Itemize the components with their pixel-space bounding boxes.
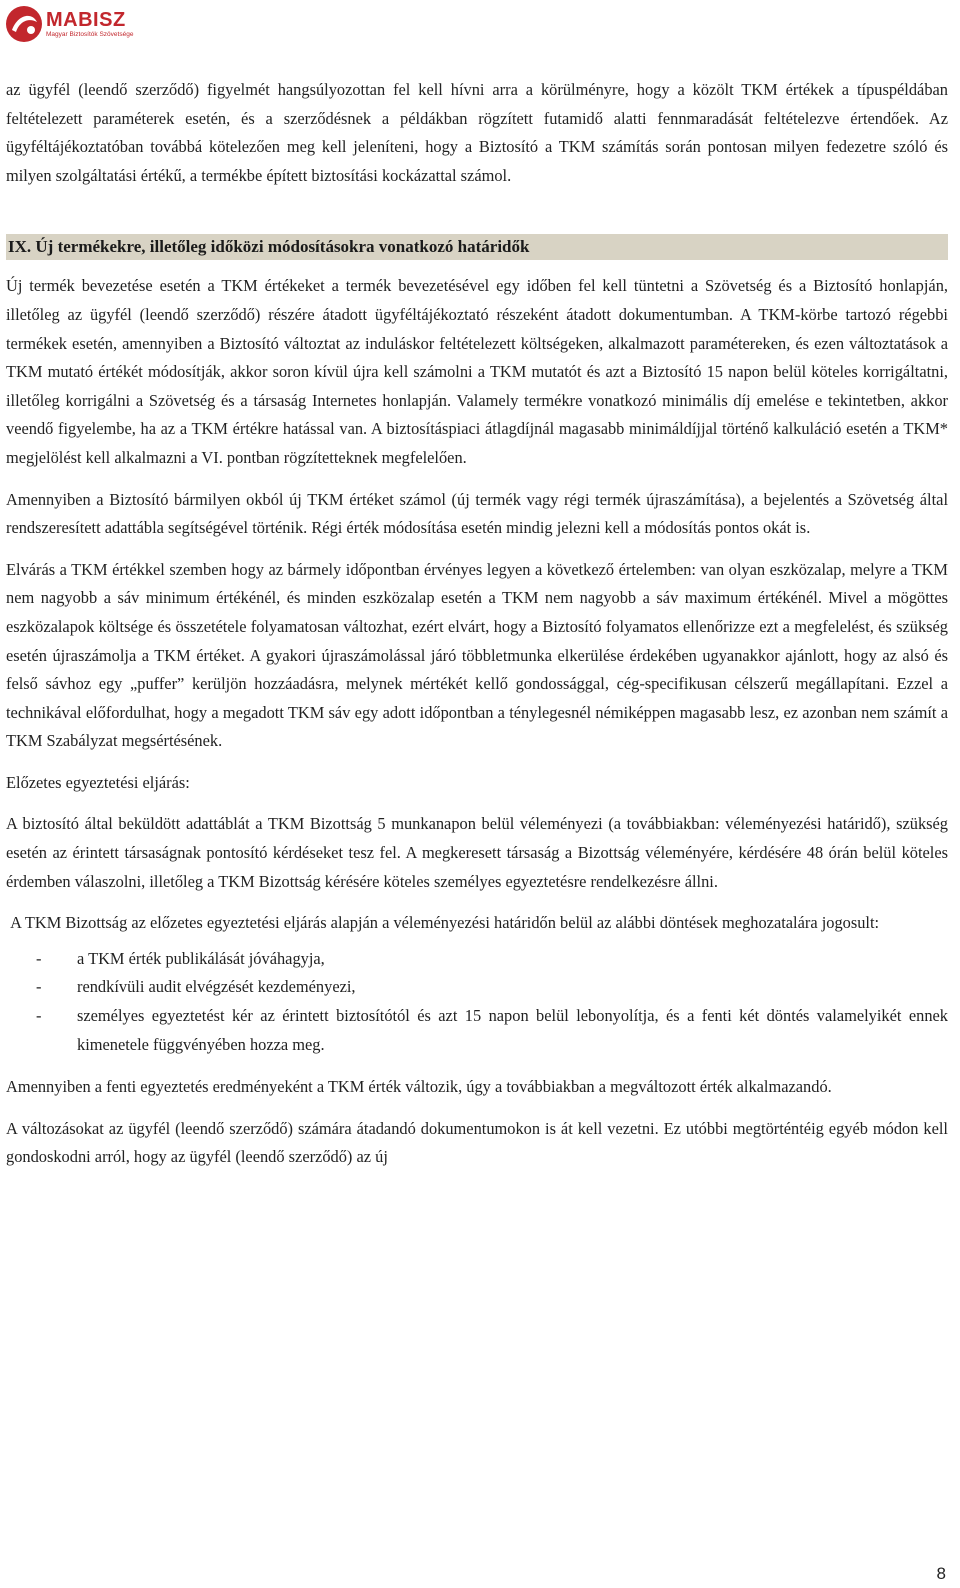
list-item: - személyes egyeztetést kér az érintett biztosítótól és azt 15 napon belül lebonyolítja, és a fenti két döntés valamelyikét ennek kimenetele függvényében hozza meg.: [36, 1006, 948, 1054]
intro-paragraph: az ügyfél (leendő szerződő) figyelmét hangsúlyozottan fel kell hívni arra a körülményre, hogy a közölt TKM értékek a típuspéldában feltételezett paraméterek esetén, és a szerződésnek a példákban rögzített futamidő alatti fennmaradását feltételezve értendőek. Az ügyféltájékoztatóban továbbá kötelezően meg kell jeleníteni, hogy a Biztosító a TKM számítás során pontosan milyen fedezetre szóló és milyen szolgáltatási értékű, a termékbe épített biztosítási kockázattal számol.: [6, 80, 948, 185]
paragraph-new-products: Új termék bevezetése esetén a TKM értékeket a termék bevezetésével egy időben fel kell tüntetni a Szövetség és a Biztosító honlapján, illetőleg az ügyfél (leendő szerződő) részére átadott ügyféltájékoztató részeként átadott dokumentumban. A TKM-körbe tartozó régebbi termékek esetén, amennyiben a Biztosító változtat az induláskor feltételezett költségeken, alkalmazott paramétereken, és ezen változtatások a TKM mutató értékét módosítják, akkor soron kívül újra kell számolni a TKM mutatót és azt a Biztosító 15 napon belül köteles korrigáltatni, illetőleg korrigálni a Szövetség és a társaság Internetes honlapján. Valamely termékre vonatkozó minimális díj emelése e tekintetben, akkor veendő figyelembe, ha az a TKM értékre hatással van. A biztosításpiaci átlagdíjnál magasabb minimáldíjjal történő kalkuláció esetén a TKM* megjelölést kell alkalmazni a VI. pontban rögzítetteknek megfelelően.: [6, 276, 948, 467]
document-body: [6, 76, 948, 1185]
paragraph-recalculation: Amennyiben a Biztosító bármilyen okból új TKM értéket számol (új termék vagy régi termék újraszámítása), a bejelentés a Szövetség által rendszeresített adattábla segítségével történik. Régi érték módosítása esetén mindig jelezni kell a módosítás pontos okát is.: [6, 489, 948, 538]
page-number: 8: [936, 1564, 946, 1583]
section-heading: IX. Új termékekre, illetőleg időközi módosításokra vonatkozó határidők: [6, 234, 948, 260]
mabisz-emblem-icon: [4, 4, 44, 44]
logo-name: MABISZ: [46, 8, 126, 31]
logo-subtitle: Magyar Biztosítók Szövetsége: [46, 30, 134, 38]
paragraph-changed-value: Amennyiben a fenti egyeztetés eredményeként a TKM érték változik, úgy a továbbiakban a megváltozott érték alkalmazandó.: [6, 1077, 832, 1097]
paragraph-preliminary-title: Előzetes egyeztetési eljárás:: [6, 772, 190, 792]
mabisz-logo: [4, 4, 133, 44]
paragraph-document-changes: A változásokat az ügyfél (leendő szerződő) számára átadandó dokumentumokon is át kell vezetni. Ez utóbbi megtörténtéig egyéb módon kell gondoskodni arról, hogy az ügyfél (leendő szerződő) az új: [6, 1118, 948, 1167]
paragraph-committee-review: A biztosító által beküldött adattáblát a TKM Bizottság 5 munkanapon belül véleményezi (a továbbiakban: véleményezési határidő), szükség esetén az érintett társaságnak pontosító kérdéseket tesz fel. A megkeresett társaság a Bizottság véleményére, kérdésére 48 órán belül köteles érdemben válaszolni, illetőleg a TKM Bizottság kérésére köteles személyes egyeztetésre rendelkezésre állni.: [6, 814, 948, 891]
list-item: - a TKM érték publikálását jóváhagyja,: [36, 948, 325, 968]
list-item: - rendkívüli audit elvégzését kezdeményezi,: [36, 977, 356, 997]
decision-list: [6, 945, 948, 1059]
paragraph-expectations: Elvárás a TKM értékkel szemben hogy az bármely időpontban érvényes legyen a következő értelemben: van olyan eszközalap, melyre a TKM nem nagyobb a sáv minimum értékénél, és minden eszközalap esetén a TKM nem nagyobb a sáv maximum értékénél. Mivel a mögöttes eszközalapok költsége és összetétele folyamatosan változhat, ezért elvárt, hogy a Biztosító folyamatos ellenőrizze ezt a megfelelést, és szükség esetén újraszámolja a TKM értéket. A gyakori újraszámolással járó többletmunka elkerülése érdekében ugyanakkor ajánlott, hogy az alsó és felső sávhoz egy „puffer” kerüljön hozzáadásra, melynek mértékét kellő gondossággal, cég-specifikusan célszerű megállapítani. Ezzel a technikával előfordulhat, hogy a megadott TKM sáv egy adott időpontban a ténylegesnél némiképpen magasabb lesz, ez azonban nem számít a TKM Szabályzat megsértésének.: [6, 559, 948, 751]
paragraph-committee-decisions: A TKM Bizottság az előzetes egyeztetési eljárás alapján a véleményezési határidőn belül az alábbi döntések meghozatalára jogosult:: [6, 913, 880, 933]
